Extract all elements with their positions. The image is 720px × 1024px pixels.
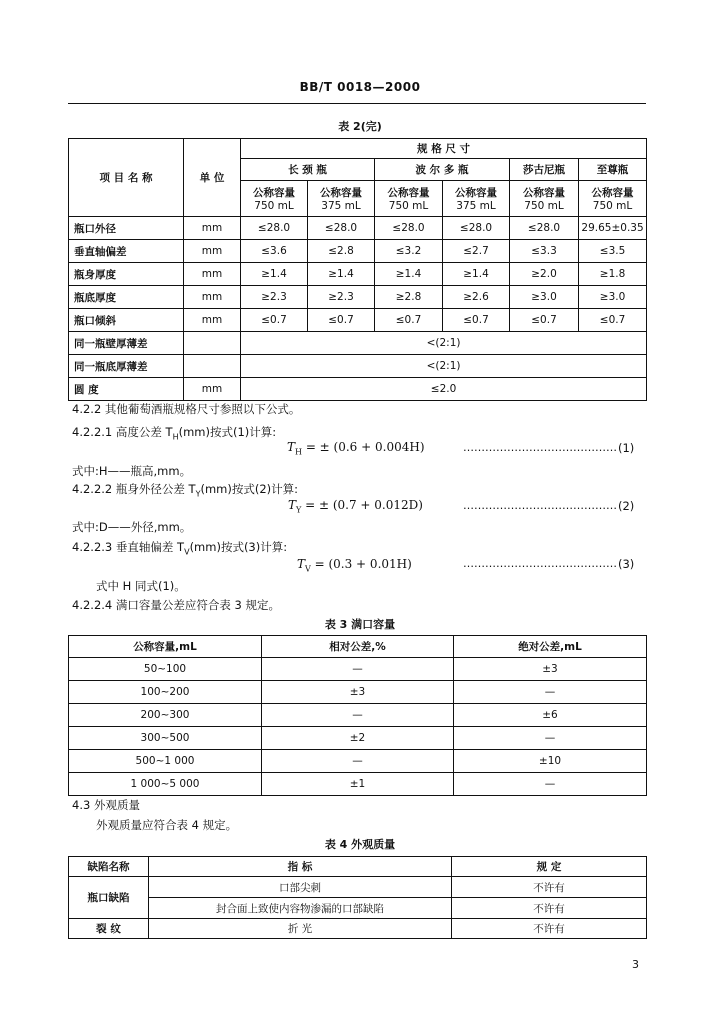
cell: ≤0.7 xyxy=(375,309,443,332)
table2-group-zhizun: 至尊瓶 xyxy=(579,159,647,181)
row-unit: mm xyxy=(184,240,241,263)
section-4-3: 4.3 外观质量 xyxy=(72,798,140,812)
cell: 封合面上致使内容物渗漏的口部缺陷 xyxy=(149,898,452,919)
table4-header: 规 定 xyxy=(452,857,647,877)
table2-head-spec: 规 格 尺 寸 xyxy=(241,139,647,159)
page-header-code: BB/T 0018—2000 xyxy=(299,80,421,94)
cell: ≤3.6 xyxy=(241,240,308,263)
row-unit xyxy=(184,355,241,378)
row-unit: mm xyxy=(184,263,241,286)
table3-header: 公称容量,mL xyxy=(69,636,262,658)
table-row xyxy=(69,332,647,355)
cell: 不许有 xyxy=(452,898,647,919)
table2-caption: 表 2(完) xyxy=(338,120,382,133)
row-unit: mm xyxy=(184,217,241,240)
table3-caption: 表 3 满口容量 xyxy=(324,618,396,631)
section-4-2-2-1: 4.2.2.1 高度公差 $T_H(mm)$按式(1)计算: xyxy=(72,425,277,442)
cell: 200~300 xyxy=(69,704,262,727)
cell: ≤3.3 xyxy=(510,240,579,263)
formula-1-leader: …………………………………… xyxy=(463,441,617,454)
cell: — xyxy=(454,681,647,704)
formula-3-number: (3) xyxy=(618,557,635,571)
cell: 口部尖刺 xyxy=(149,877,452,898)
cell: ≥2.8 xyxy=(375,286,443,309)
cell: ≤28.0 xyxy=(308,217,375,240)
cell: 300~500 xyxy=(69,727,262,750)
table2-group-longneck: 长 颈 瓶 xyxy=(241,159,375,181)
cell: 100~200 xyxy=(69,681,262,704)
table2-cap-4: 公称容量 375 mL xyxy=(443,181,510,217)
cell: 29.65±0.35 xyxy=(579,217,647,240)
cell: ≤3.2 xyxy=(375,240,443,263)
table-row xyxy=(69,898,647,919)
cell: ≤2.8 xyxy=(308,240,375,263)
formula-2-number: (2) xyxy=(618,499,635,513)
cell: ±1 xyxy=(262,773,454,796)
table3-header: 相对公差,% xyxy=(262,636,454,658)
where-3: 式中 H 同式(1)。 xyxy=(96,579,186,593)
section-4-2-2-3: 4.2.2.3 垂直轴偏差 $T_V(mm)$按式(3)计算: xyxy=(72,540,288,557)
table2-group-bordeaux: 波 尔 多 瓶 xyxy=(375,159,510,181)
cell: 折 光 xyxy=(149,919,452,939)
cell: — xyxy=(262,750,454,773)
table2-cap-2: 公称容量 375 mL xyxy=(308,181,375,217)
cell: ≥1.4 xyxy=(443,263,510,286)
cell: 500~1 000 xyxy=(69,750,262,773)
row-unit: mm xyxy=(184,378,241,401)
cell: ≥1.8 xyxy=(579,263,647,286)
table4-header: 指 标 xyxy=(149,857,452,877)
table3 xyxy=(68,635,647,796)
row-name: 瓶身厚度 xyxy=(69,263,184,286)
cell: ≤3.5 xyxy=(579,240,647,263)
table2-cap-1: 公称容量 750 mL xyxy=(241,181,308,217)
table-row xyxy=(69,704,647,727)
defect-name: 裂 纹 xyxy=(69,919,149,939)
row-name: 瓶口倾斜 xyxy=(69,309,184,332)
formula-2-leader: …………………………………… xyxy=(463,499,617,512)
cell: ≤0.7 xyxy=(579,309,647,332)
table-row xyxy=(69,217,647,240)
cell: ≤28.0 xyxy=(510,217,579,240)
formula-1-number: (1) xyxy=(618,441,635,455)
table3-header: 绝对公差,mL xyxy=(454,636,647,658)
table2-head-item: 项 目 名 称 xyxy=(69,139,184,217)
cell: ±3 xyxy=(454,658,647,681)
cell: ≥1.4 xyxy=(375,263,443,286)
cell: ±10 xyxy=(454,750,647,773)
merged-cell: ≤2.0 xyxy=(241,378,647,401)
defect-group-name: 瓶口缺陷 xyxy=(69,877,149,919)
cell: — xyxy=(454,727,647,750)
where-1: 式中:H——瓶高,mm。 xyxy=(72,464,192,478)
formula-2: $T_Y$ = ± (0.7 + 0.012D) xyxy=(288,498,423,515)
table2-head-unit: 单 位 xyxy=(184,139,241,217)
cell: ≥1.4 xyxy=(241,263,308,286)
table2-cap-6: 公称容量 750 mL xyxy=(579,181,647,217)
section-4-3-text: 外观质量应符合表 4 规定。 xyxy=(96,818,238,832)
cell: ≥2.6 xyxy=(443,286,510,309)
cell: 不许有 xyxy=(452,877,647,898)
row-name: 瓶口外径 xyxy=(69,217,184,240)
merged-cell: <(2:1) xyxy=(241,332,647,355)
table-row xyxy=(69,877,647,898)
cell: ≥3.0 xyxy=(510,286,579,309)
row-unit: mm xyxy=(184,309,241,332)
cell: ±2 xyxy=(262,727,454,750)
table2-cap-5: 公称容量 750 mL xyxy=(510,181,579,217)
table4-caption: 表 4 外观质量 xyxy=(324,838,396,851)
formula-3: $T_V = (0.3 + 0.01H)$ xyxy=(297,557,412,574)
table-row xyxy=(69,378,647,401)
row-unit xyxy=(184,332,241,355)
cell: ≤28.0 xyxy=(375,217,443,240)
cell: — xyxy=(454,773,647,796)
cell: ≥2.3 xyxy=(308,286,375,309)
row-name: 瓶底厚度 xyxy=(69,286,184,309)
header-rule xyxy=(68,103,646,104)
table-row xyxy=(69,773,647,796)
page-number: 3 xyxy=(632,958,639,971)
table-row xyxy=(69,750,647,773)
table2-cap-3: 公称容量 750 mL xyxy=(375,181,443,217)
table-row xyxy=(69,727,647,750)
cell: ≥2.0 xyxy=(510,263,579,286)
table-row xyxy=(69,658,647,681)
table-row xyxy=(69,681,647,704)
cell: — xyxy=(262,704,454,727)
cell: ±6 xyxy=(454,704,647,727)
cell: 50~100 xyxy=(69,658,262,681)
row-name: 同一瓶壁厚薄差 xyxy=(69,332,184,355)
formula-3-leader: …………………………………… xyxy=(463,557,617,570)
cell: ≤28.0 xyxy=(241,217,308,240)
cell: ≤0.7 xyxy=(510,309,579,332)
cell: ≤0.7 xyxy=(443,309,510,332)
cell: ±3 xyxy=(262,681,454,704)
table-row xyxy=(69,240,647,263)
cell: 1 000~5 000 xyxy=(69,773,262,796)
table-row xyxy=(69,263,647,286)
cell: ≤0.7 xyxy=(308,309,375,332)
cell: ≥1.4 xyxy=(308,263,375,286)
cell: ≤2.7 xyxy=(443,240,510,263)
table-row xyxy=(69,919,647,939)
table2 xyxy=(68,138,647,401)
where-2: 式中:D——外径,mm。 xyxy=(72,520,192,534)
cell: — xyxy=(262,658,454,681)
table-row xyxy=(69,309,647,332)
merged-cell: <(2:1) xyxy=(241,355,647,378)
table4-header: 缺陷名称 xyxy=(69,857,149,877)
row-name: 同一瓶底厚薄差 xyxy=(69,355,184,378)
cell: ≥3.0 xyxy=(579,286,647,309)
table4 xyxy=(68,856,647,939)
cell: 不许有 xyxy=(452,919,647,939)
cell: ≥2.3 xyxy=(241,286,308,309)
section-4-2-2: 4.2.2 其他葡萄酒瓶规格尺寸参照以下公式。 xyxy=(72,402,301,416)
row-unit: mm xyxy=(184,286,241,309)
cell: ≤28.0 xyxy=(443,217,510,240)
formula-1: $T_H$ = ± (0.6 + 0.004H) xyxy=(287,440,425,457)
cell: ≤0.7 xyxy=(241,309,308,332)
section-4-2-2-4: 4.2.2.4 满口容量公差应符合表 3 规定。 xyxy=(72,598,281,612)
table2-group-shaguni: 莎古尼瓶 xyxy=(510,159,579,181)
table-row xyxy=(69,355,647,378)
row-name: 垂直轴偏差 xyxy=(69,240,184,263)
section-4-2-2-2: 4.2.2.2 瓶身外径公差 $T_Y(mm)$按式(2)计算: xyxy=(72,482,299,499)
row-name: 圆 度 xyxy=(69,378,184,401)
table-row xyxy=(69,286,647,309)
